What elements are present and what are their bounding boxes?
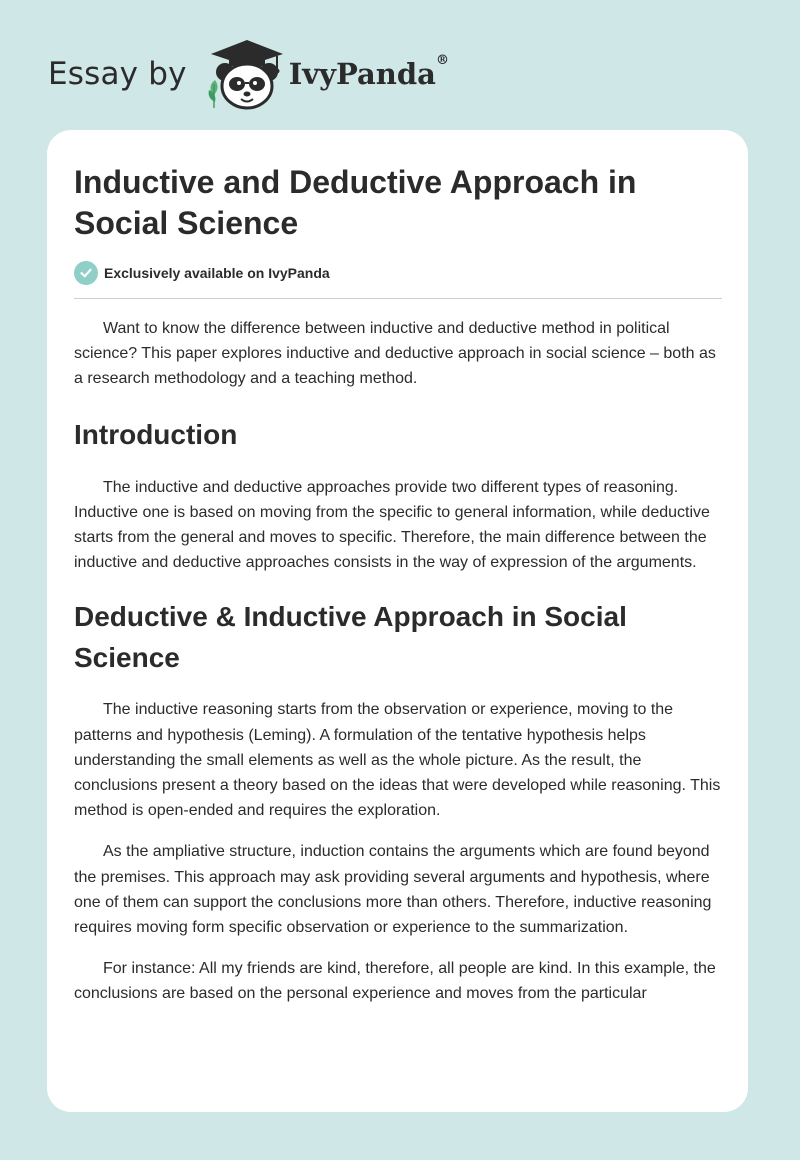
essay-title: Inductive and Deductive Approach in Social Science xyxy=(74,164,637,241)
brand-name-text: IvyPanda xyxy=(288,57,436,91)
body-paragraph: As the ampliative structure, induction contains the arguments which are found beyond the premises. This approach may ask providing several arguments and hypothesis, where one of them can support the conclusions more than others. Therefore, inductive reasoning requires moving form specific observation or experience to the summarization. xyxy=(74,843,712,937)
body-paragraph: The inductive and deductive approaches provide two different types of reasoning. Inductive one is based on moving from the specific to general information, while deductive starts from the general and moves to specific. Therefore, the main difference between the inductive and deductive approaches consists in the way of expression of the arguments. xyxy=(74,478,710,572)
brand-header xyxy=(48,34,449,114)
body-paragraph: The inductive reasoning starts from the observation or experience, moving to the patterns and hypothesis (Leming). A formulation of the tentative hypothesis helps understanding the small elements as well as the whole picture. As the result, the conclusions present a theory based on the ideas that were developed while reasoning. This method is open-ended and requires the exploration. xyxy=(74,701,721,820)
essay-card xyxy=(47,130,748,1112)
panda-graduate-logo-icon[interactable] xyxy=(201,36,287,112)
exclusive-badge xyxy=(74,261,722,299)
section-heading-introduction: Introduction xyxy=(74,418,238,450)
brand-prefix: Essay by xyxy=(48,56,187,92)
registered-mark: ® xyxy=(435,53,449,68)
body-paragraph: For instance: All my friends are kind, therefore, all people are kind. In this example, the conclusions are based on the personal experience and moves from the particular xyxy=(74,960,716,1003)
exclusive-label: Exclusively available on IvyPanda xyxy=(104,265,330,281)
check-icon xyxy=(74,261,98,285)
brand-name[interactable] xyxy=(288,53,449,91)
section-heading-deductive-inductive: Deductive & Inductive Approach in Social Science xyxy=(74,601,627,674)
lead-paragraph: Want to know the difference between inductive and deductive method in political science? This paper explores inductive and deductive approach in social science – both as a research methodology and a teaching method. xyxy=(74,320,716,388)
